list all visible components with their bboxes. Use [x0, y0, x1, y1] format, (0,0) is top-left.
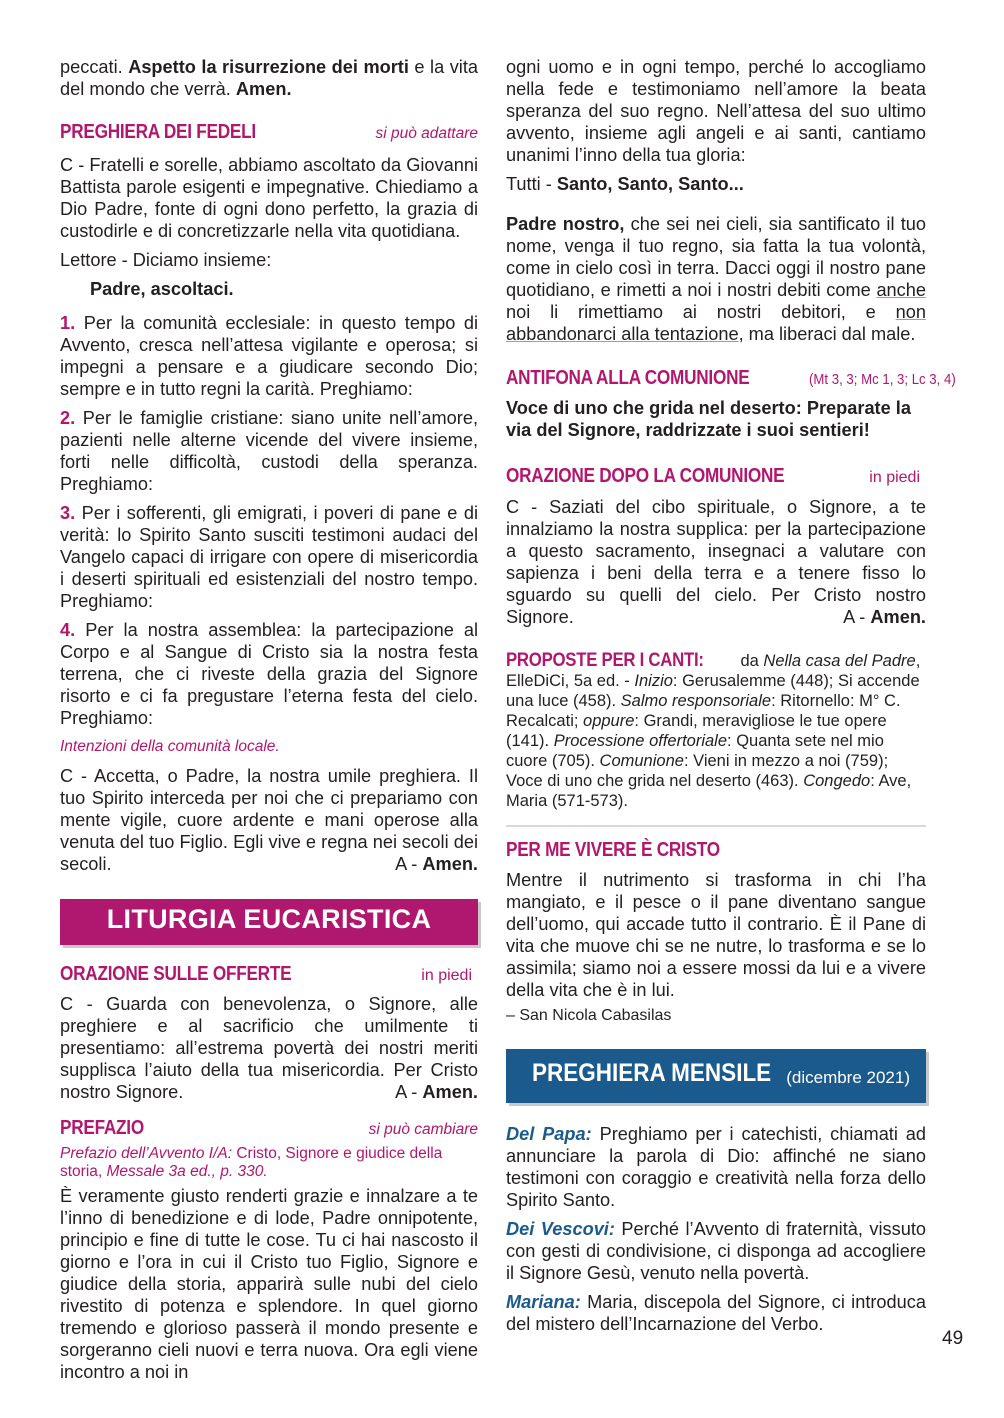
prefazio-note: si può cambiare: [368, 1121, 478, 1138]
offerte-note: in piedi: [421, 967, 472, 984]
tutti-santo: Santo, Santo, Santo...: [556, 174, 744, 194]
fedeli-item-3: [60, 502, 478, 612]
antifona-title: ANTIFONA ALLA COMUNIONE: [506, 367, 750, 389]
prefazio-ref-c: Messale 3a ed., p. 330: [106, 1163, 264, 1180]
mensile-label: Mariana:: [506, 1292, 581, 1312]
canti-i1: Nella casa del Padre: [763, 652, 916, 670]
dopo-note: in piedi: [869, 469, 920, 486]
mensile-item-vescovi: [506, 1218, 926, 1284]
liturgia-band: [60, 899, 478, 945]
prefazio-ref-d: .: [263, 1163, 268, 1180]
canti-text: [506, 650, 926, 811]
fedeli-closing: [60, 765, 478, 875]
padre-u1: anche: [876, 280, 926, 300]
dopo-body: C - Saziati del cibo spirituale, o Signore, a te innalziamo la nostra supplica: per la partecipazione a questo sacramento, insegnaci a valutare con sapienza i beni della terra e a tenere fisso lo sguardo su quelli del cielo. Per Cristo nostro Signore.: [506, 497, 926, 627]
antifona-header: [506, 367, 956, 391]
canti-i5: Processione offertoriale: [553, 732, 728, 750]
credo-amen: Amen.: [235, 79, 292, 99]
fedeli-item-2: [60, 407, 478, 495]
padre-t1: che sei nei cieli, sia santificato il tuo nome, venga il tuo regno, sia fatta la tua volontà, come in cielo così in terra. Dacci oggi il nostro pane quotidiano, e rimetti a noi i nostri debiti come: [506, 214, 927, 300]
fedeli-intenzioni: Intenzioni della comunità locale.: [60, 738, 280, 755]
dopo-title: ORAZIONE DOPO LA COMUNIONE: [506, 465, 785, 487]
mensile-label: Del Papa:: [506, 1124, 592, 1144]
item-number: 2.: [60, 408, 76, 428]
credo-text: peccati.: [60, 57, 129, 77]
dopo-amen: Amen.: [870, 607, 926, 627]
canti-p2: , ElleDiCi, 5a ed. -: [506, 652, 921, 690]
antifona-text: Voce di uno che grida nel deserto: Preparate la via del Signore, raddrizzate i suoi sentieri!: [506, 398, 911, 440]
item-text: Per la comunità ecclesiale: in questo tempo di Avvento, cresca nell’attesa vigilante e operosa; si impegni a pensare e a giudicare secondo Dio; sempre e in tutto regni la carità. Preghiamo:: [60, 313, 478, 399]
canti-title: PROPOSTE PER I CANTI:: [506, 649, 704, 671]
canti-p6: : Quanta sete nel mio cuore (705).: [506, 732, 884, 770]
canti-p3: : Gerusalemme (448); Si accende una luce (458).: [506, 672, 920, 710]
dopo-header: [506, 465, 926, 489]
item-number: 3.: [60, 503, 76, 523]
padre-u2: non abbandonarci alla tentazione: [506, 302, 926, 344]
canti-i2: Inizio: [634, 672, 673, 690]
fedeli-lettore: Lettore - Diciamo insieme:: [60, 250, 272, 270]
fedeli-title: PREGHIERA DEI FEDELI: [60, 121, 256, 143]
vivere-header: [506, 839, 926, 861]
page-number: 49: [942, 1328, 964, 1349]
vivere-title: PER ME VIVERE È CRISTO: [506, 839, 720, 861]
offerte-text: [60, 993, 478, 1103]
dopo-a: A -: [843, 607, 871, 627]
dopo-text: [506, 496, 926, 628]
prefazio-ref: [60, 1145, 478, 1181]
fedeli-item-4: [60, 619, 478, 729]
item-number: 1.: [60, 313, 76, 333]
canti-i3: Salmo responsoriale: [620, 692, 772, 710]
fedeli-header: [60, 121, 478, 145]
prefazio-header: [60, 1117, 478, 1141]
antifona-ref: (Mt 3, 3; Mc 1, 3; Lc 3, 4): [809, 371, 956, 388]
canti-i6: Comunione: [599, 752, 684, 770]
item-text: Per i sofferenti, gli emigrati, i poveri di pane e di verità: lo Spirito Santo susciti testimoni audaci del Vangelo capaci di irrigare con opere di misericordia i deserti spirituali ed esistenziali del nostro tempo. Preghiamo:: [60, 503, 478, 611]
prefazio-ref-a: Prefazio dell’Avvento I/A:: [60, 1145, 233, 1162]
mensile-item-papa: [506, 1123, 926, 1211]
fedeli-response: Padre, ascoltaci.: [90, 279, 234, 299]
mensile-label: Dei Vescovi:: [506, 1219, 615, 1239]
fedeli-item-1: [60, 312, 478, 400]
offerte-header: [60, 963, 478, 987]
prefazio-text: È veramente giusto renderti grazie e innalzare a te l’inno di benedizione e di lode, Padre onnipotente, principio e fine di tutte le cose. Tu ci hai nascosto il giorno e l’ora in cui il Cristo tuo Figlio, Signore e giudice della storia, apparirà sulle nubi del cielo rivestito di potenza e splendore. In quel giorno tremendo e glorioso passerà il mondo presente e sorgeranno cieli nuovi e terra nuova. Ora egli viene incontro a noi in: [60, 1186, 478, 1382]
canti-p8: : Ave, Maria (571-573).: [506, 772, 912, 810]
left-column: [60, 56, 478, 1383]
canti-i7: Congedo: [803, 772, 871, 790]
item-text: Per la nostra assemblea: la partecipazione al Corpo e al Sangue di Cristo sia la nostra festa terrena, che ci riveste della grazia del Signore risorto e ci fa pregustare l’eterna festa del cielo. Preghiamo:: [60, 620, 478, 728]
prefazio-ref-b: Cristo, Signore e giudice della storia,: [60, 1145, 443, 1180]
right-column: [506, 56, 956, 1335]
mensile-text: Maria, discepola del Signore, ci introduca del mistero dell’Incarnazione del Verbo.: [506, 1292, 926, 1334]
canti-p5: : Grandi, meravigliose le tue opere (141).: [506, 712, 887, 750]
offerte-title: ORAZIONE SULLE OFFERTE: [60, 963, 292, 985]
prefazio-title: PREFAZIO: [60, 1117, 144, 1139]
credo-bold: Aspetto la risurrezione dei morti: [128, 57, 409, 77]
item-text: Per le famiglie cristiane: siano unite nell’amore, pazienti nelle alterne vicende del vivere insieme, forti nelle difficoltà, custodi della speranza. Preghiamo:: [60, 408, 478, 494]
section-divider: [506, 825, 926, 827]
padre-t2: noi li rimettiamo ai nostri debitori, e: [506, 302, 896, 322]
offerte-a: A -: [395, 1082, 423, 1102]
offerte-amen: Amen.: [422, 1082, 478, 1102]
fedeli-note: si può adattare: [375, 125, 478, 142]
padre-bold: Padre nostro,: [506, 214, 625, 234]
vivere-text: Mentre il nutrimento si trasforma in chi l’ha mangiato, e il pesce o il pane diventano sangue dell’uomo, qui accade tutto il contrario. È il Pane di vita che muove chi se ne nutre, lo trasforma e se lo assimila; siamo noi a essere mossi da lui e a vivere della vita che è in lui.: [506, 870, 926, 1000]
canti-p7: : Vieni in mezzo a noi (759); Voce di uno che grida nel deserto (463).: [506, 752, 889, 790]
canti-p1: da: [735, 652, 764, 670]
padre-nostro: [506, 213, 926, 345]
offerte-body: C - Guarda con benevolenza, o Signore, alle preghiere e al sacrificio che umilmente ti presentiamo: all’estrema povertà dei nostri meriti supplisca l’aiuto della tua misericordia. Per Cristo nostro Signore.: [60, 994, 478, 1102]
credo-ending: [60, 56, 478, 100]
vivere-author: – San Nicola Cabasilas: [506, 1007, 672, 1024]
liturgia-title: LITURGIA EUCARISTICA: [106, 904, 432, 934]
item-number: 4.: [60, 620, 76, 640]
closing-amen: Amen.: [422, 854, 478, 874]
closing-text: C - Accetta, o Padre, la nostra umile preghiera. Il tuo Spirito interceda per noi che ci prepariamo con mente vigile, cuore ardente e mani operose alla venuta del tuo Figlio. Egli vive e regna nei secoli dei secoli.: [60, 766, 478, 874]
mensile-title: PREGHIERA MENSILE: [532, 1059, 772, 1087]
credo-text-2: e la vita del mondo che verrà.: [60, 57, 479, 99]
fedeli-intro: C - Fratelli e sorelle, abbiamo ascoltato da Giovanni Battista parole esigenti e impegnative. Chiediamo a Dio Padre, fonte di ogni dono perfetto, la grazia di custodirle e di concretizzarle nella vita quotidiana.: [60, 155, 478, 241]
canti-p4: : Ritornello: M° C. Recalcati;: [506, 692, 901, 730]
mensile-item-mariana: [506, 1291, 926, 1335]
tutti-label: Tutti -: [506, 174, 557, 194]
mensile-text: Perché l’Avvento di fraternità, vissuto con gesti di condivisione, ci disponga ad accogliere il Signore Gesù, venuto nella povertà.: [506, 1219, 926, 1283]
mensile-date: (dicembre 2021): [786, 1068, 910, 1087]
closing-a: A -: [395, 854, 423, 874]
mensile-text: Preghiamo per i catechisti, chiamati ad annunciare la parola di Dio: affinché ne siano testimoni con coraggio e creatività nella forza dello Spirito Santo.: [506, 1124, 926, 1210]
mensile-band: [506, 1049, 926, 1103]
canti-i4: oppure: [583, 712, 635, 730]
padre-t3: , ma liberaci dal male.: [738, 324, 916, 344]
prefazio-continuation: ogni uomo e in ogni tempo, perché lo accogliamo nella fede e testimoniamo nell’amore la beata speranza del suo regno. Nell’attesa del suo ultimo avvento, insieme agli angeli e ai santi, cantiamo unanimi l’inno della tua gloria:: [506, 57, 926, 165]
